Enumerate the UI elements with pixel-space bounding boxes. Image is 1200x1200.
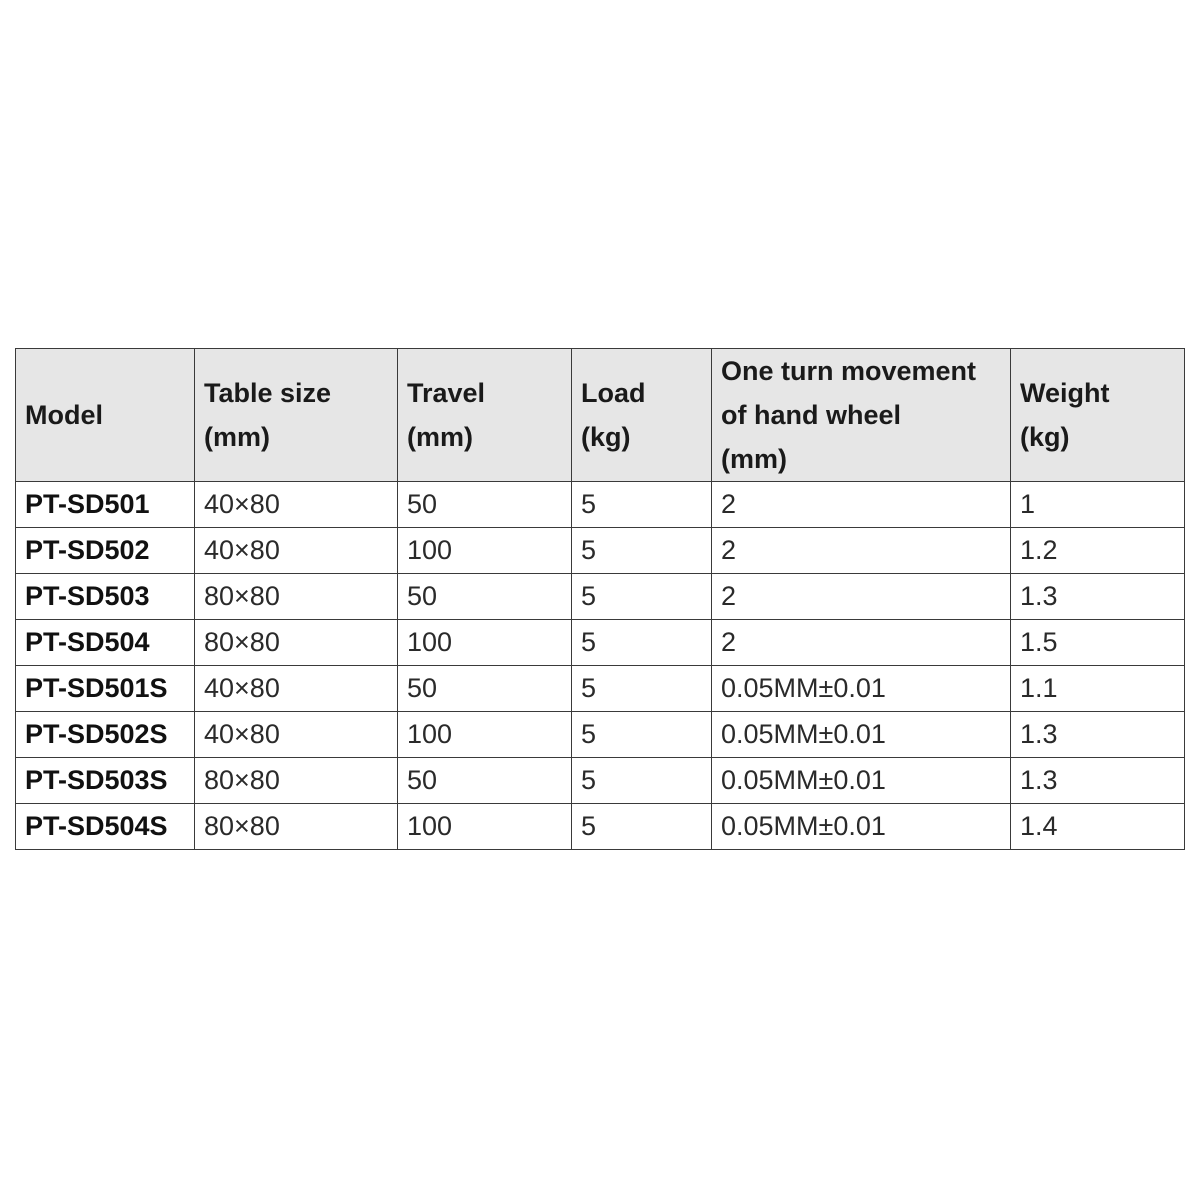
cell-travel: 50 [398,758,572,804]
header-hand-wheel-movement: One turn movement of hand wheel (mm) [712,349,1011,482]
cell-weight: 1.3 [1011,758,1185,804]
cell-load: 5 [572,758,712,804]
cell-weight: 1.5 [1011,620,1185,666]
table-row [16,482,1185,528]
cell-hand-wheel-movement: 0.05MM±0.01 [712,804,1011,850]
cell-table-size: 40×80 [195,712,398,758]
table-row [16,804,1185,850]
cell-travel: 50 [398,482,572,528]
cell-table-size: 80×80 [195,804,398,850]
cell-weight: 1.3 [1011,574,1185,620]
table-body [16,482,1185,850]
cell-hand-wheel-movement: 2 [712,528,1011,574]
cell-table-size: 40×80 [195,666,398,712]
cell-travel: 100 [398,528,572,574]
cell-hand-wheel-movement: 2 [712,482,1011,528]
table-row [16,666,1185,712]
cell-weight: 1 [1011,482,1185,528]
cell-load: 5 [572,712,712,758]
cell-load: 5 [572,620,712,666]
cell-model: PT-SD502 [16,528,195,574]
cell-model: PT-SD501S [16,666,195,712]
cell-model: PT-SD502S [16,712,195,758]
header-row [16,349,1185,482]
cell-hand-wheel-movement: 0.05MM±0.01 [712,712,1011,758]
cell-hand-wheel-movement: 2 [712,574,1011,620]
header-table-size: Table size (mm) [195,349,398,482]
table-row [16,574,1185,620]
table-row [16,758,1185,804]
cell-weight: 1.4 [1011,804,1185,850]
table-row [16,712,1185,758]
cell-weight: 1.1 [1011,666,1185,712]
cell-load: 5 [572,804,712,850]
cell-hand-wheel-movement: 0.05MM±0.01 [712,758,1011,804]
cell-travel: 100 [398,804,572,850]
cell-hand-wheel-movement: 0.05MM±0.01 [712,666,1011,712]
cell-travel: 100 [398,712,572,758]
table-row [16,528,1185,574]
header-weight: Weight (kg) [1011,349,1185,482]
cell-table-size: 80×80 [195,620,398,666]
cell-hand-wheel-movement: 2 [712,620,1011,666]
table-header [16,349,1185,482]
cell-load: 5 [572,574,712,620]
cell-model: PT-SD504S [16,804,195,850]
cell-table-size: 40×80 [195,528,398,574]
cell-load: 5 [572,666,712,712]
cell-travel: 50 [398,666,572,712]
cell-model: PT-SD503S [16,758,195,804]
header-travel: Travel (mm) [398,349,572,482]
table-row [16,620,1185,666]
cell-table-size: 40×80 [195,482,398,528]
cell-weight: 1.2 [1011,528,1185,574]
cell-table-size: 80×80 [195,758,398,804]
cell-weight: 1.3 [1011,712,1185,758]
cell-table-size: 80×80 [195,574,398,620]
cell-model: PT-SD504 [16,620,195,666]
cell-model: PT-SD501 [16,482,195,528]
cell-travel: 100 [398,620,572,666]
cell-model: PT-SD503 [16,574,195,620]
cell-travel: 50 [398,574,572,620]
header-model: Model [16,349,195,482]
spec-table [15,348,1185,850]
header-load: Load (kg) [572,349,712,482]
cell-load: 5 [572,528,712,574]
cell-load: 5 [572,482,712,528]
